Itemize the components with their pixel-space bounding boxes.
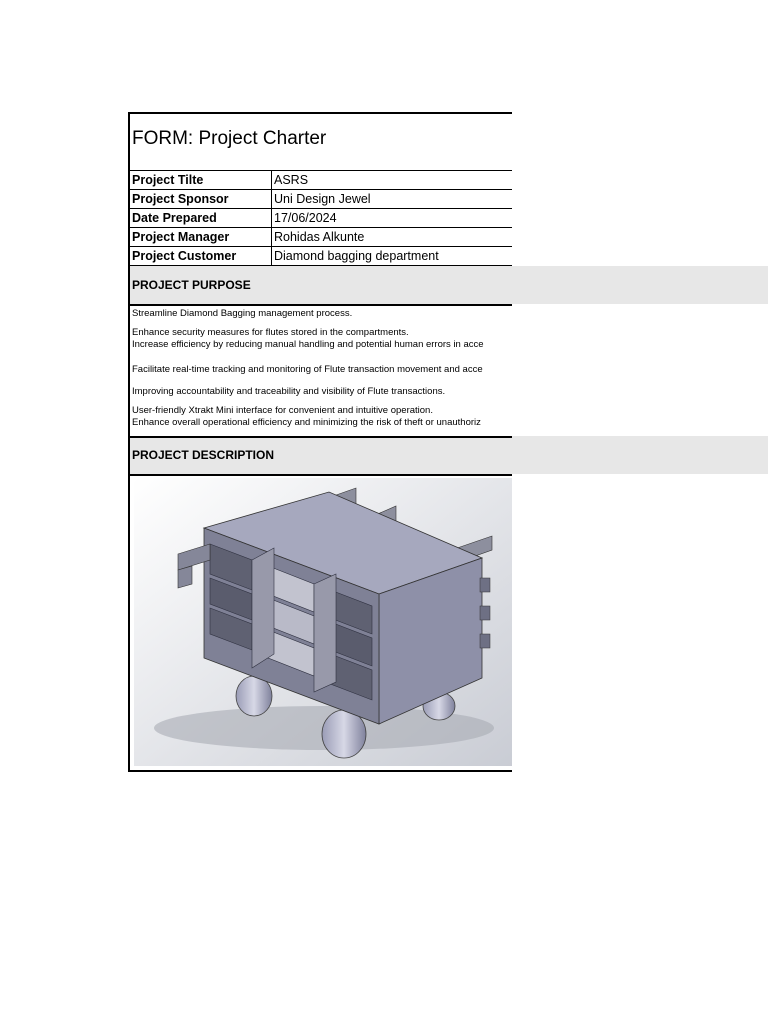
purpose-line: Enhance security measures for flutes stored in the compartments. — [132, 327, 409, 338]
project-title-value: ASRS — [272, 171, 513, 190]
project-title-label: Project Tilte — [130, 171, 272, 190]
purpose-line: User-friendly Xtrakt Mini interface for convenient and intuitive operation. — [132, 405, 433, 416]
date-prepared-label: Date Prepared — [130, 209, 272, 228]
form-title: FORM: Project Charter — [132, 128, 327, 149]
description-top-divider — [130, 436, 512, 438]
project-sponsor-value: Uni Design Jewel — [272, 190, 513, 209]
purpose-line: Facilitate real-time tracking and monitoring of Flute transaction movement and acce — [132, 364, 483, 375]
info-row-sponsor — [130, 190, 512, 209]
date-prepared-value: 17/06/2024 — [272, 209, 513, 228]
info-row-manager — [130, 228, 512, 247]
purpose-divider — [130, 304, 512, 306]
asrs-cart-render — [134, 478, 512, 766]
project-customer-label: Project Customer — [130, 247, 272, 266]
project-description-heading: PROJECT DESCRIPTION — [132, 448, 275, 462]
purpose-line: Enhance overall operational efficiency and minimizing the risk of theft or unauthoriz — [132, 417, 481, 428]
project-manager-label: Project Manager — [130, 228, 272, 247]
info-row-customer — [130, 247, 512, 266]
purpose-line: Improving accountability and traceability and visibility of Flute transactions. — [132, 386, 446, 397]
project-customer-value: Diamond bagging department — [272, 247, 513, 266]
project-sponsor-label: Project Sponsor — [130, 190, 272, 209]
project-purpose-heading: PROJECT PURPOSE — [132, 278, 251, 292]
purpose-line: Increase efficiency by reducing manual handling and potential human errors in acce — [132, 339, 484, 350]
project-info-table — [130, 170, 512, 266]
project-manager-value: Rohidas Alkunte — [272, 228, 513, 247]
info-row-title — [130, 171, 512, 190]
project-charter-form — [128, 112, 512, 772]
info-row-date — [130, 209, 512, 228]
purpose-line: Streamline Diamond Bagging management process. — [132, 308, 353, 319]
description-divider — [130, 474, 512, 476]
